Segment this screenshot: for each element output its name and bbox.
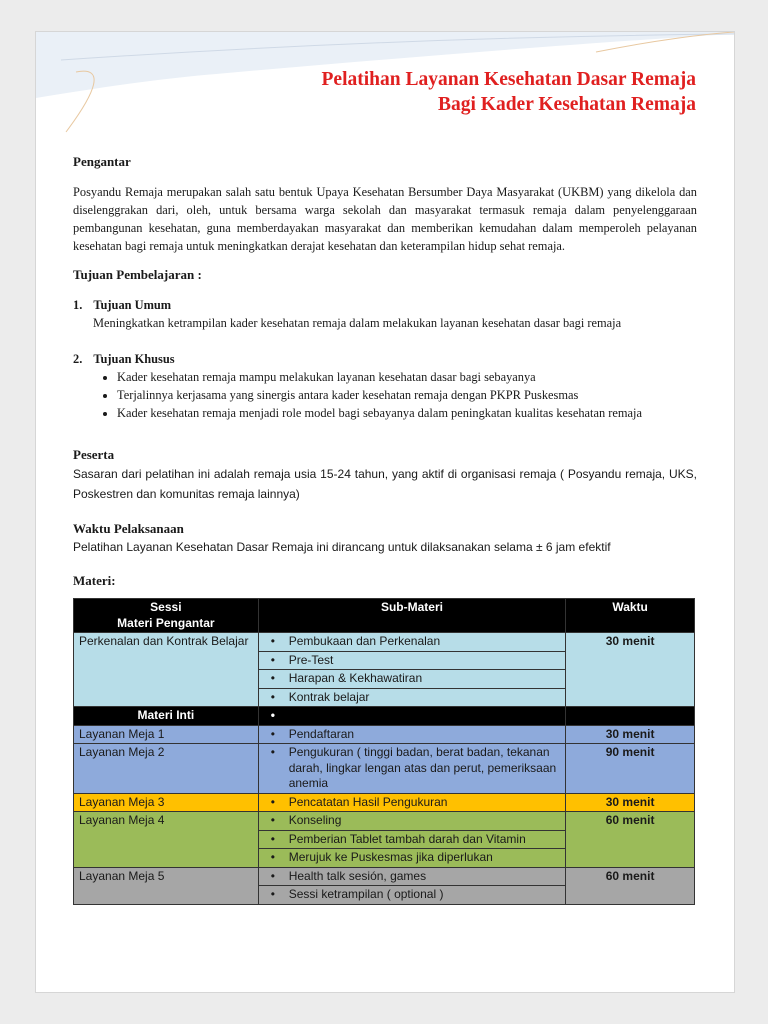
pengantar-heading: Pengantar bbox=[73, 154, 131, 169]
list-item: • Kader kesehatan remaja menjadi role model bagi sebayanya dalam peningkatan kualitas kesehatan remaja bbox=[117, 404, 697, 422]
waktu-cell: 30 menit bbox=[566, 633, 695, 707]
document-title bbox=[322, 67, 696, 117]
sub-materi-cell: • Konseling bbox=[258, 812, 565, 831]
list-item: • Terjalinnya kerjasama yang sinergis antara kader kesehatan remaja dengan PKPR Puskesmas bbox=[117, 386, 697, 404]
table-header-row bbox=[74, 599, 695, 633]
sub-materi-cell: • Pengukuran ( tinggi badan, berat badan, tekanan darah, lingkar lengan atas dan perut, pemeriksaan anemia bbox=[258, 744, 565, 794]
table-row bbox=[74, 812, 695, 831]
sessi-cell: Layanan Meja 1 bbox=[74, 725, 259, 744]
table-row bbox=[74, 725, 695, 744]
sub-materi-cell: • Pemberian Tablet tambah darah dan Vitamin bbox=[258, 830, 565, 849]
header-sessi bbox=[74, 599, 259, 633]
table-row bbox=[74, 867, 695, 886]
waktu-cell: 90 menit bbox=[566, 744, 695, 794]
materi-inti-label: Materi Inti bbox=[74, 707, 259, 726]
sessi-cell: Layanan Meja 3 bbox=[74, 793, 259, 812]
sub-materi-cell: • Pencatatan Hasil Pengukuran bbox=[258, 793, 565, 812]
sub-materi-cell: • Merujuk ke Puskesmas jika diperlukan bbox=[258, 849, 565, 868]
waktu-cell: 30 menit bbox=[566, 793, 695, 812]
sessi-cell: Layanan Meja 2 bbox=[74, 744, 259, 794]
header-sessi-label: Sessi bbox=[150, 600, 182, 614]
title-line-2: Bagi Kader Kesehatan Remaja bbox=[438, 94, 696, 115]
sub-materi-cell: • Pendaftaran bbox=[258, 725, 565, 744]
sub-materi-cell: • Health talk sesión, games bbox=[258, 867, 565, 886]
tujuan-umum bbox=[73, 296, 697, 332]
sessi-cell: Layanan Meja 5 bbox=[74, 867, 259, 904]
sub-materi-cell: • Harapan & Kekhawatiran bbox=[258, 670, 565, 689]
title-line-1: Pelatihan Layanan Kesehatan Dasar Remaja bbox=[321, 69, 696, 90]
waktu-cell: 60 menit bbox=[566, 812, 695, 868]
materi-heading: Materi: bbox=[73, 573, 116, 588]
document-content bbox=[73, 153, 697, 905]
pengantar-body: Posyandu Remaja merupakan salah satu bentuk Upaya Kesehatan Bersumber Daya Masyarakat (UKBM) yang dikelola dan diselenggrakan dari, oleh, untuk bersama warga sekolah dan masyarakat termasuk remaja dalam penyelenggaraan pembangunan kesehatan, guna memberdayakan masyarakat dan memberikan kemudahan dalam memperoleh pelayanan kesehatan bagi remaja untuk meningkatkan derajat kesehatan dan keterampilan hidup sehat remaja. bbox=[73, 185, 697, 253]
peserta-heading: Peserta bbox=[73, 447, 115, 462]
tujuan-khusus bbox=[73, 350, 697, 422]
sessi-cell: Layanan Meja 4 bbox=[74, 812, 259, 868]
tujuan-khusus-number: 2. bbox=[73, 352, 83, 366]
header-waktu: Waktu bbox=[566, 599, 695, 633]
waktu-heading: Waktu Pelaksanaan bbox=[73, 521, 184, 536]
table-row bbox=[74, 633, 695, 652]
sub-materi-cell: • Pembukaan dan Perkenalan bbox=[258, 633, 565, 652]
tujuan-heading: Tujuan Pembelajaran : bbox=[73, 267, 202, 282]
header-sub-materi: Sub-Materi bbox=[258, 599, 565, 633]
tujuan-umum-text: Meningkatkan ketrampilan kader kesehatan remaja dalam melakukan layanan kesehatan dasar bagi remaja bbox=[93, 316, 622, 330]
sub-materi-cell: • Sessi ketrampilan ( optional ) bbox=[258, 886, 565, 905]
tujuan-khusus-title: Tujuan Khusus bbox=[93, 352, 175, 366]
peserta-body: Sasaran dari pelatihan ini adalah remaja usia 15-24 tahun, yang aktif di organisasi remaja ( Posyandu remaja, UKS, Poskestren dan komunitas remaja lainnya) bbox=[73, 467, 697, 501]
materi-table bbox=[73, 598, 695, 905]
waktu-cell: 60 menit bbox=[566, 867, 695, 904]
table-row bbox=[74, 744, 695, 794]
table-row bbox=[74, 793, 695, 812]
waktu-cell: 30 menit bbox=[566, 725, 695, 744]
list-item: • Kader kesehatan remaja mampu melakukan layanan kesehatan dasar bagi sebayanya bbox=[117, 368, 697, 386]
sub-materi-cell: • Pre-Test bbox=[258, 651, 565, 670]
sub-materi-cell: • Kontrak belajar bbox=[258, 688, 565, 707]
tujuan-khusus-list bbox=[73, 368, 697, 422]
waktu-cell bbox=[566, 707, 695, 726]
document-page bbox=[35, 31, 735, 993]
materi-pengantar-label: Materi Pengantar bbox=[117, 615, 215, 630]
tujuan-umum-title: Tujuan Umum bbox=[93, 298, 172, 312]
waktu-body: Pelatihan Layanan Kesehatan Dasar Remaja ini dirancang untuk dilaksanakan selama ± 6 jam efektif bbox=[73, 540, 611, 554]
sessi-cell: Perkenalan dan Kontrak Belajar bbox=[74, 633, 259, 707]
tujuan-umum-number: 1. bbox=[73, 298, 83, 312]
materi-inti-row bbox=[74, 707, 695, 726]
sub-materi-cell bbox=[258, 707, 565, 726]
